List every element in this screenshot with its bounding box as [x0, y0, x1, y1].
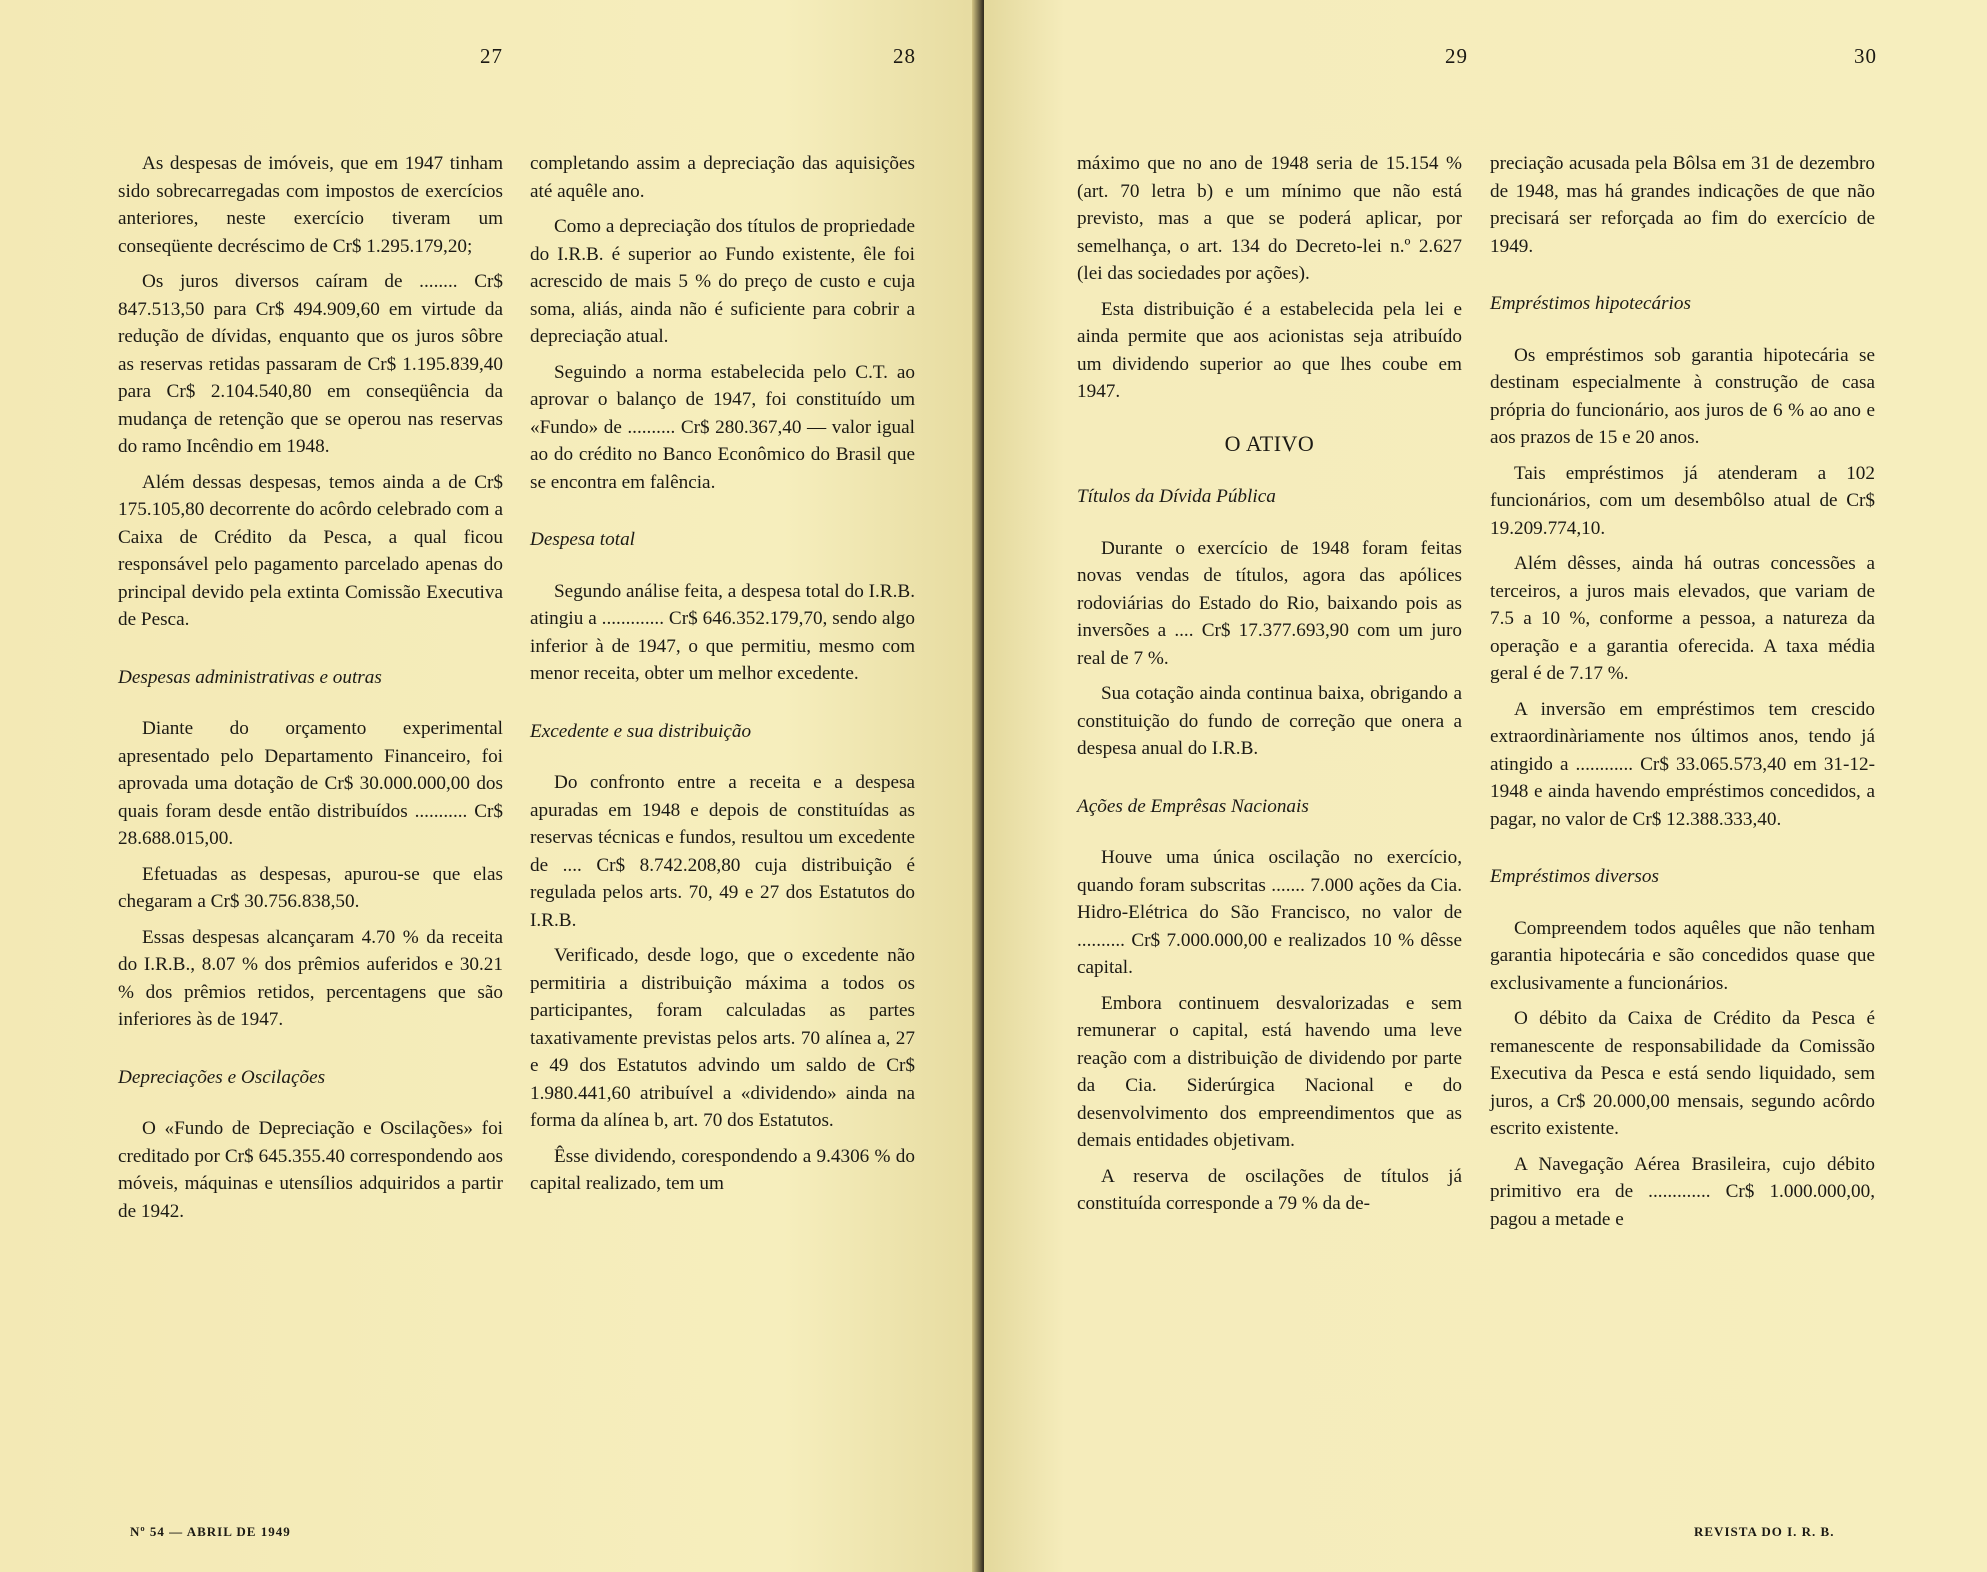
paragraph: Do confronto entre a receita e a despesa apuradas em 1948 e depois de constituídas as reservas técnicas e fundos, resultou um excedente de .... Cr$ 8.742.208,80 cuja distribuição é regulada pelos arts. 70, 49 e 27 dos Estatutos do I.R.B.	[530, 772, 915, 931]
column-3	[1077, 150, 1462, 1226]
paragraph: Essas despesas alcançaram 4.70 % da receita do I.R.B., 8.07 % dos prêmios auferidos e 30.21 % dos prêmios retidos, percentagens que são inferiores às de 1947.	[118, 926, 503, 1030]
paragraph: Como a depreciação dos títulos de propriedade do I.R.B. é superior ao Fundo existente, êle foi acrescido de mais 5 % do preço de custo e cuja soma, aliás, ainda não é suficiente para cobrir a depreciação atual.	[530, 216, 915, 347]
paragraph: Compreendem todos aquêles que não tenham garantia hipotecária e são concedidos quase que exclusivamente a funcionários.	[1490, 917, 1875, 994]
footer-issue: Nº 54 — ABRIL DE 1949	[130, 1524, 291, 1539]
section-heading: Depreciações e Oscilações	[118, 1066, 326, 1088]
paragraph: O «Fundo de Depreciação e Oscilações» foi creditado por Cr$ 645.355.40 correspondendo aos móveis, máquinas e utensílios adquiridos a partir de 1942.	[118, 1118, 503, 1222]
right-page	[984, 0, 1987, 1572]
paragraph: Sua cotação ainda continua baixa, obrigando a constituição do fundo de correção que onera a despesa anual do I.R.B.	[1077, 683, 1462, 759]
page-number-27: 27	[480, 44, 503, 68]
section-heading: Empréstimos diversos	[1490, 866, 1659, 887]
paragraph: máximo que no ano de 1948 seria de 15.154 % (art. 70 letra b) e um mínimo que não está previsto, mas a que se poderá aplicar, por semelhança, o art. 134 do Decreto-lei n.º 2.627 (lei das sociedades por ações).	[1077, 153, 1462, 284]
paragraph: Além dessas despesas, temos ainda a de Cr$ 175.105,80 decorrente do acôrdo celebrado com a Caixa de Crédito da Pesca, a qual ficou responsável pelo pagamento parcelado apenas do principal devido pela extinta Comissão Executiva de Pesca.	[118, 471, 503, 630]
section-heading: Títulos da Dívida Pública	[1077, 486, 1276, 507]
paragraph: Segundo análise feita, a despesa total do I.R.B. atingiu a ............. Cr$ 646.352.179,70, sendo algo inferior à de 1947, o que permitiu, mesmo com menor receita, obter um melhor excedente.	[530, 580, 915, 684]
section-heading: Despesas administrativas e outras	[118, 666, 382, 688]
paragraph: A reserva de oscilações de títulos já constituída corresponde a 79 % da de-	[1077, 1165, 1462, 1214]
paragraph: Diante do orçamento experimental apresentado pelo Departamento Financeiro, foi aprovada uma dotação de Cr$ 30.000.000,00 dos quais foram desde então distribuídos ........... Cr$ 28.688.015,00.	[118, 718, 503, 849]
paragraph: A Navegação Aérea Brasileira, cujo débito primitivo era de ............. Cr$ 1.000.000,00, pagou a metade e	[1490, 1153, 1875, 1230]
page-number-28: 28	[893, 44, 916, 68]
paragraph: Tais empréstimos já atenderam a 102 funcionários, com um desembôlso atual de Cr$ 19.209.774,10.	[1490, 462, 1875, 539]
paragraph: O débito da Caixa de Crédito da Pesca é remanescente de responsabilidade da Comissão Executiva da Pesca e está sendo liquidado, sem juros, a Cr$ 20.000,00 mensais, segundo acôrdo escrito existente.	[1490, 1008, 1875, 1139]
footer-journal: REVISTA DO I. R. B.	[1694, 1524, 1835, 1539]
paragraph: Efetuadas as despesas, apurou-se que elas chegaram a Cr$ 30.756.838,50.	[118, 863, 503, 912]
paragraph: Além dêsses, ainda há outras concessões a terceiros, a juros mais elevados, que variam de 7.5 a 10 %, conforme a pessoa, a natureza da operação e a garantia oferecida. A taxa média geral é de 7.17 %.	[1490, 553, 1875, 684]
paragraph: Os juros diversos caíram de ........ Cr$ 847.513,50 para Cr$ 494.909,60 em virtude da redução de dívidas, enquanto que os juros sôbre as reservas retidas passaram de Cr$ 1.195.839,40 para Cr$ 2.104.540,80 em conseqüência da mudança de retenção que se operou nas reservas do ramo Incêndio em 1948.	[118, 271, 503, 457]
paragraph: Os empréstimos sob garantia hipotecária se destinam especialmente à construção de casa própria do funcionário, aos juros de 6 % ao ano e aos prazos de 15 e 20 anos.	[1490, 344, 1875, 448]
section-heading: Ações de Emprêsas Nacionais	[1077, 795, 1309, 817]
paragraph: preciação acusada pela Bôlsa em 31 de dezembro de 1948, mas há grandes indicações de que não precisará ser reforçada ao fim do exercício de 1949.	[1490, 153, 1875, 257]
paragraph: Embora continuem desvalorizadas e sem remunerar o capital, está havendo uma leve reação com a distribuição de dividendo por parte da Cia. Siderúrgica Nacional e do desenvolvimento dos empreendimentos que as demais entidades objetivam.	[1077, 992, 1462, 1151]
section-heading: Despesa total	[530, 529, 635, 550]
paragraph: Verificado, desde logo, que o excedente não permitiria a distribuição máxima a todos os participantes, foram calculadas as partes taxativamente previstas pelos arts. 70 alínea a, 27 e 49 dos Estatutos advindo um saldo de Cr$ 1.980.441,60 atribuível a «dividendo» ainda na forma da alínea b, art. 70 dos Estatutos.	[530, 945, 915, 1131]
page-number-29: 29	[1445, 44, 1468, 68]
paragraph: A inversão em empréstimos tem crescido extraordinàriamente nos últimos anos, tendo já atingido a ............ Cr$ 33.065.573,40 em 31-12-1948 e ainda havendo empréstimos concedidos, a pagar, no valor de Cr$ 12.388.333,40.	[1490, 698, 1875, 830]
paragraph: Seguindo a norma estabelecida pelo C.T. ao aprovar o balanço de 1947, foi constituído um «Fundo» de .......... Cr$ 280.367,40 — valor igual ao do crédito no Banco Econômico do Brasil que se encontra em falência.	[530, 361, 915, 493]
section-heading: Empréstimos hipotecários	[1490, 293, 1691, 314]
column-4	[1490, 150, 1875, 1241]
page-number-30: 30	[1854, 44, 1877, 68]
section-heading: Excedente e sua distribuição	[530, 720, 752, 742]
paragraph: completando assim a depreciação das aquisições até aquêle ano.	[530, 153, 915, 202]
left-page	[0, 0, 980, 1572]
paragraph: Houve uma única oscilação no exercício, quando foram subscritas ....... 7.000 ações da Cia. Hidro-Elétrica do São Francisco, no valor de .......... Cr$ 7.000.000,00 e realizados 10 % dêsse capital.	[1077, 847, 1462, 978]
paragraph: Êsse dividendo, corespondendo a 9.4306 % do capital realizado, tem um	[530, 1145, 915, 1194]
paragraph: Durante o exercício de 1948 foram feitas novas vendas de títulos, agora das apólices rodoviárias do Estado do Rio, baixando pois as inversões a .... Cr$ 17.377.693,90 com um juro real de 7 %.	[1077, 537, 1462, 669]
column-1	[118, 150, 503, 1233]
paragraph: As despesas de imóveis, que em 1947 tinham sido sobrecarregadas com impostos de exercícios anteriores, neste exercício tiveram um conseqüente decréscimo de Cr$ 1.295.179,20;	[118, 153, 503, 257]
column-2	[530, 150, 915, 1206]
paragraph: Esta distribuição é a estabelecida pela lei e ainda permite que aos acionistas seja atribuído um dividendo superior ao que lhes coube em 1947.	[1077, 298, 1462, 402]
section-title: O ATIVO	[1224, 430, 1315, 456]
